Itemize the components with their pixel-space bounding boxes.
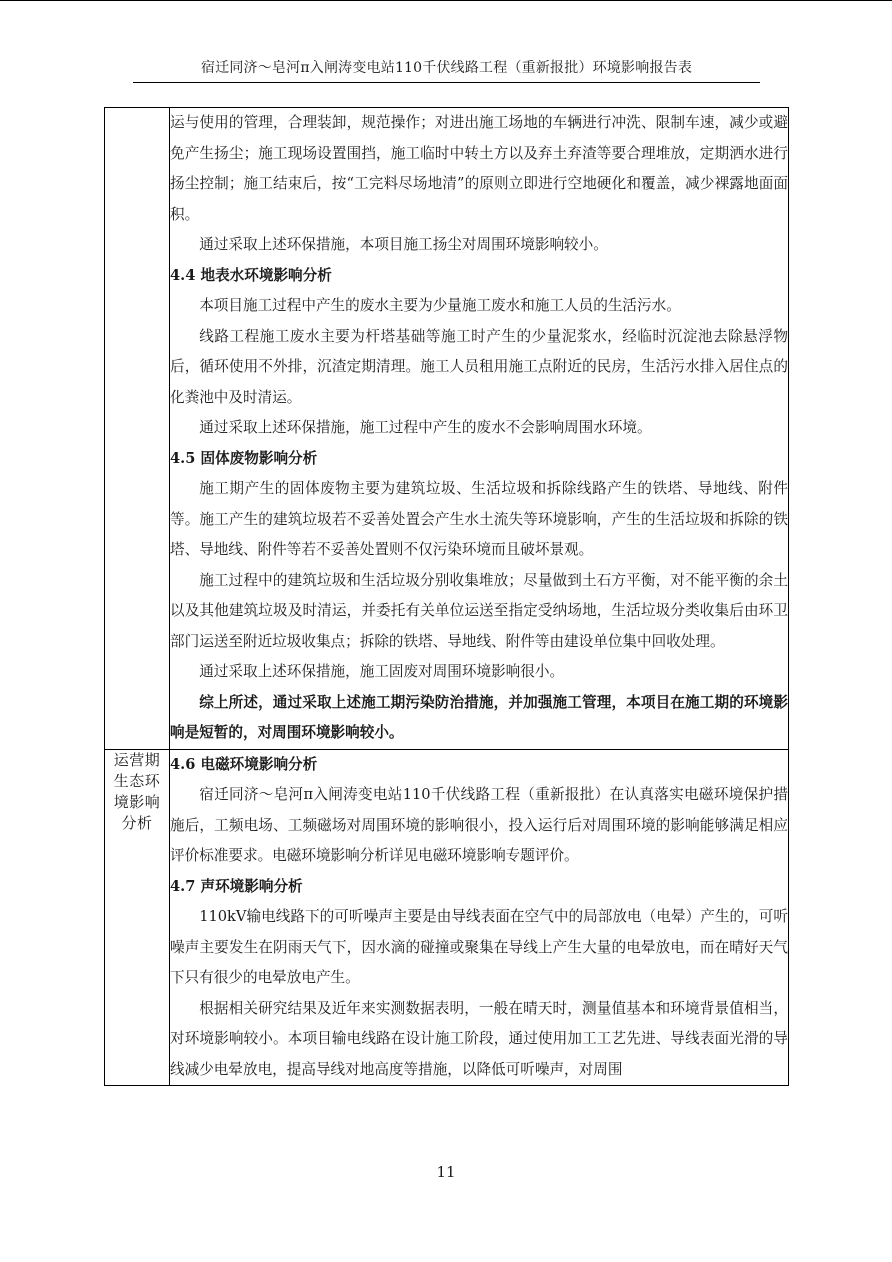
paragraph-wastewater-conclusion: 通过采取上述环保措施，施工过程中产生的废水不会影响周围水环境。	[199, 419, 652, 436]
page-number: 11	[436, 1163, 456, 1181]
section-heading-4-4: 4.4 地表水环境影响分析	[170, 266, 332, 284]
header-rule	[133, 82, 760, 83]
construction-impact-content	[170, 108, 789, 750]
section-heading-4-5: 4.5 固体废物影响分析	[170, 449, 318, 467]
paragraph-wastewater-sources: 本项目施工过程中产生的废水主要为少量施工废水和施工人员的生活污水。	[199, 297, 681, 314]
table-row	[105, 749, 789, 1086]
paragraph-dust-conclusion: 通过采取上述环保措施，本项目施工扬尘对周围环境影响较小。	[199, 236, 608, 253]
paragraph-solid-waste-conclusion: 通过采取上述环保措施，施工固废对周围环境影响很小。	[199, 663, 565, 680]
row-label-cell	[105, 108, 170, 750]
paragraph-solid-waste-measures: 施工过程中的建筑垃圾和生活垃圾分别收集堆放；尽量做到土石方平衡，对不能平衡的余土以及其他建筑垃圾及时清运，并委托有关单位运送至指定受纳场地，生活垃圾分类收集后由环卫部门运送至附近垃圾收集点；拆除的铁塔、导地线、附件等由建设单位集中回收处理。	[170, 571, 788, 650]
report-table	[104, 107, 789, 1086]
paragraph-dust-measures: 运与使用的管理，合理装卸，规范操作；对进出施工场地的车辆进行冲洗、限制车速，减少或避免产生扬尘；施工现场设置围挡，施工临时中转土方以及弃土弃渣等要合理堆放，定期洒水进行扬尘控制；施工结束后，按“工完料尽场地清”的原则立即进行空地硬化和覆盖，减少裸露地面面积。	[170, 114, 788, 223]
section-heading-4-7: 4.7 声环境影响分析	[170, 877, 303, 895]
paragraph-construction-summary: 综上所述，通过采取上述施工期污染防治措施，并加强施工管理，本项目在施工期的环境影响是短暂的，对周围环境影响较小。	[170, 693, 788, 741]
operation-impact-content	[170, 749, 789, 1086]
paragraph-solid-waste-sources: 施工期产生的固体废物主要为建筑垃圾、生活垃圾和拆除线路产生的铁塔、导地线、附件等。施工产生的建筑垃圾若不妥善处置会产生水土流失等环境影响，产生的生活垃圾和拆除的铁塔、导地线、附件等若不妥善处置则不仅污染环境而且破坏景观。	[170, 480, 788, 558]
paragraph-electromagnetic: 宿迁同济～皂河π入闸涛变电站110千伏线路工程（重新报批）在认真落实电磁环境保护措施后，工频电场、工频磁场对周围环境的影响很小，投入运行后对周围环境的影响能够满足相应评价标准要求。电磁环境影响分析详见电磁环境影响专题评价。	[170, 786, 788, 864]
table-row	[105, 108, 789, 750]
page-header-title: 宿迁同济～皂河π入闸涛变电站110千伏线路工程（重新报批）环境影响报告表	[200, 60, 693, 76]
top-border-line	[0, 0, 892, 1]
paragraph-wastewater-treatment: 线路工程施工废水主要为杆塔基础等施工时产生的少量泥浆水，经临时沉淀池去除悬浮物后，循环使用不外排，沉渣定期清理。施工人员租用施工点附近的民房，生活污水排入居住点的化粪池中及时清运。	[170, 327, 788, 406]
section-heading-4-6: 4.6 电磁环境影响分析	[170, 755, 318, 773]
row-label-cell	[105, 749, 170, 1086]
paragraph-noise-sources: 110kV输电线路下的可听噪声主要是由导线表面在空气中的局部放电（电晕）产生的，可听噪声主要发生在阴雨天气下，因水滴的碰撞或聚集在导线上产生大量的电晕放电，而在晴好天气下只有很少的电晕放电产生。	[170, 908, 788, 986]
operation-period-label: 运营期生态环境影响分析	[113, 750, 161, 832]
paragraph-noise-measures: 根据相关研究结果及近年来实测数据表明，一般在晴天时，测量值基本和环境背景值相当，对环境影响较小。本项目输电线路在设计施工阶段，通过使用加工工艺先进、导线表面光滑的导线减少电晕放电，提高导线对地高度等措施，以降低可听噪声，对周围	[170, 999, 788, 1078]
